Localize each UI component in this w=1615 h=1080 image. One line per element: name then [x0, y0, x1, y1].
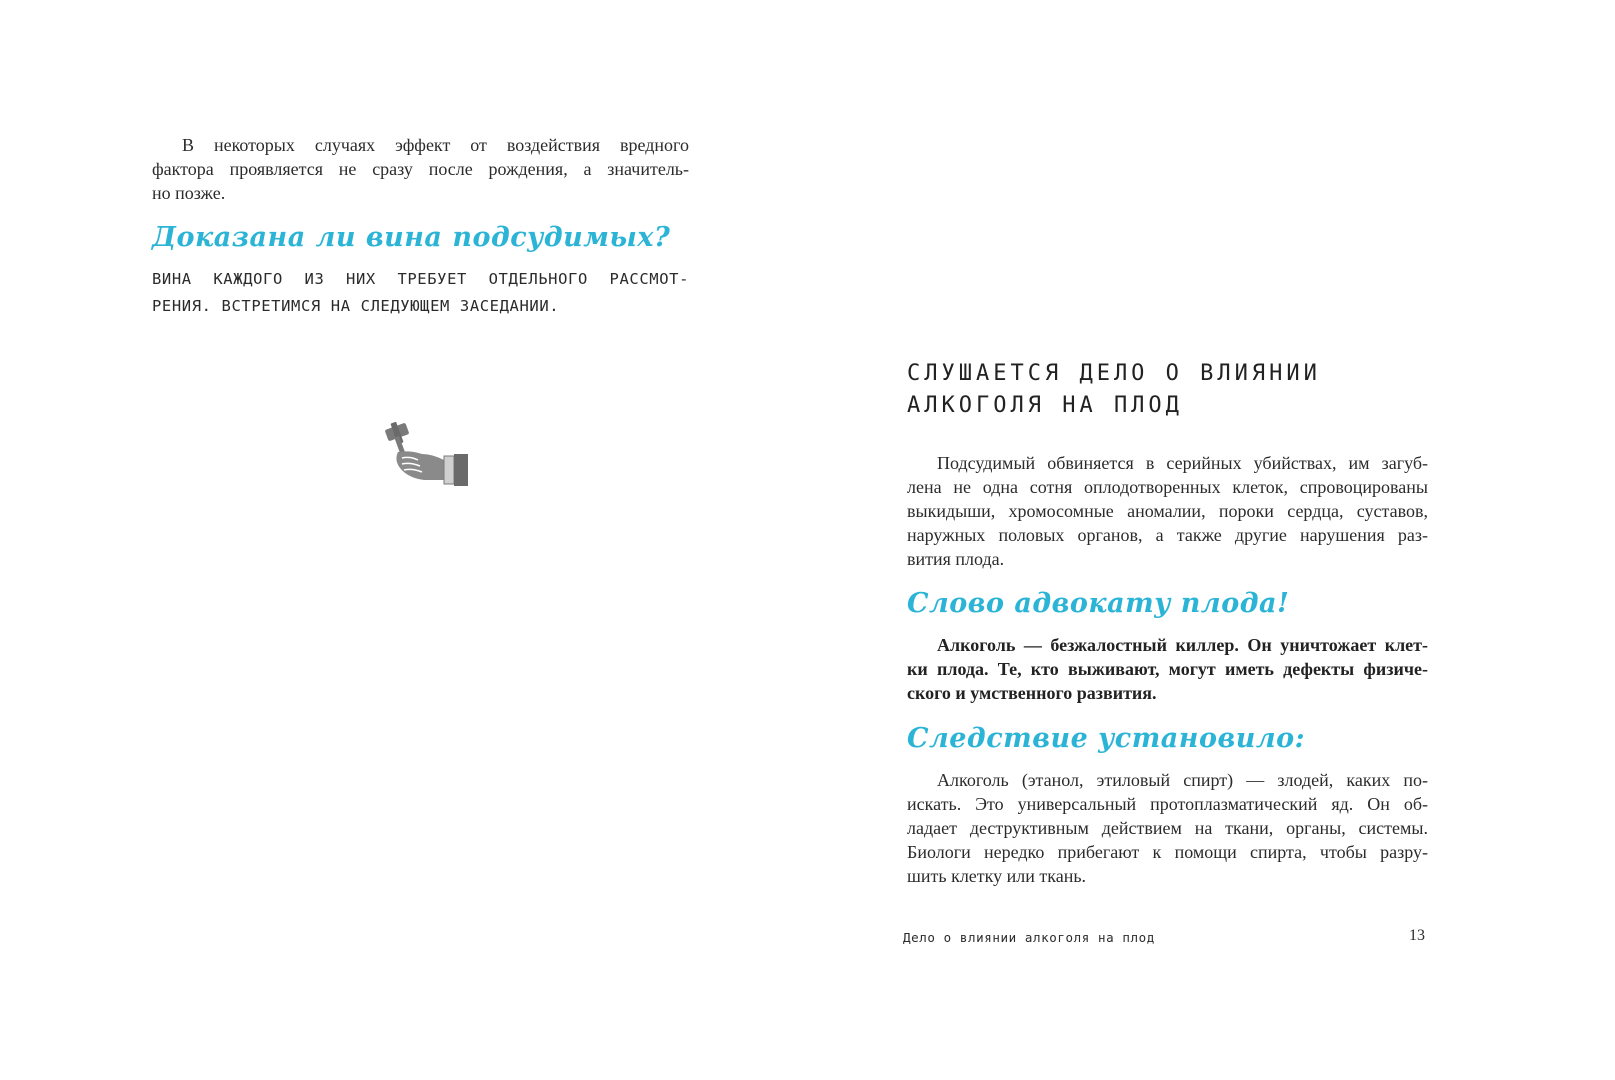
page-number: 13 — [1409, 927, 1425, 944]
verdict-paragraph — [152, 266, 689, 320]
defense-line: Алкоголь — безжалостный киллер. Он уничтожает клет- — [937, 635, 1428, 655]
case-title-line: АЛКОГОЛЯ НА ПЛОД — [907, 393, 1183, 418]
accusation-line: выкидыши, хромосомные аномалии, пороки сердца, суставов, — [907, 501, 1428, 521]
intro-line: В некоторых случаях эффект от воздействия вредного — [182, 135, 689, 155]
accusation-paragraph — [907, 451, 1428, 571]
defense-line: ского и умственного развития. — [907, 683, 1157, 703]
left-page — [0, 0, 807, 1080]
running-footer-title: Дело о влиянии алкоголя на плод — [903, 930, 1155, 945]
accusation-line: Подсудимый обвиняется в серийных убийствах, им загуб- — [937, 453, 1428, 473]
investigation-paragraph — [907, 768, 1428, 888]
intro-line: но позже. — [152, 183, 226, 203]
investigation-line: Алкоголь (этанол, этиловый спирт) — злодей, каких по- — [937, 770, 1428, 790]
investigation-line: шить клетку или ткань. — [907, 866, 1087, 886]
defense-heading: Слово адвокату плода! — [907, 588, 1290, 619]
accusation-line: лена не одна сотня оплодотворенных клеток, спровоцированы — [907, 477, 1428, 497]
accusation-line: наружных половых органов, а также другие нарушения раз- — [907, 525, 1428, 545]
defense-paragraph — [907, 633, 1428, 705]
guilt-heading: Доказана ли вина подсудимых? — [152, 222, 671, 253]
intro-line: фактора проявляется не сразу после рождения, а значитель- — [152, 159, 689, 179]
investigation-line: искать. Это универсальный протоплазматический яд. Он об- — [907, 794, 1428, 814]
intro-paragraph — [152, 133, 689, 205]
accusation-line: вития плода. — [907, 549, 1005, 569]
investigation-line: Биологи нередко прибегают к помощи спирта, чтобы разру- — [907, 842, 1428, 862]
right-page — [807, 0, 1615, 1080]
investigation-line: ладает деструктивным действием на ткани, органы, системы. — [907, 818, 1428, 838]
defense-line: ки плода. Те, кто выживают, могут иметь дефекты физиче- — [907, 659, 1428, 679]
verdict-line: РЕНИЯ. ВСТРЕТИМСЯ НА СЛЕДУЮЩЕМ ЗАСЕДАНИИ. — [152, 297, 560, 315]
investigation-heading: Следствие установило: — [907, 723, 1306, 754]
case-title-line: СЛУШАЕТСЯ ДЕЛО О ВЛИЯНИИ — [907, 361, 1321, 386]
gavel-in-hand-icon — [384, 420, 476, 490]
case-title — [907, 358, 1321, 422]
verdict-line: ВИНА КАЖДОГО ИЗ НИХ ТРЕБУЕТ ОТДЕЛЬНОГО РАССМОТ- — [152, 270, 689, 288]
